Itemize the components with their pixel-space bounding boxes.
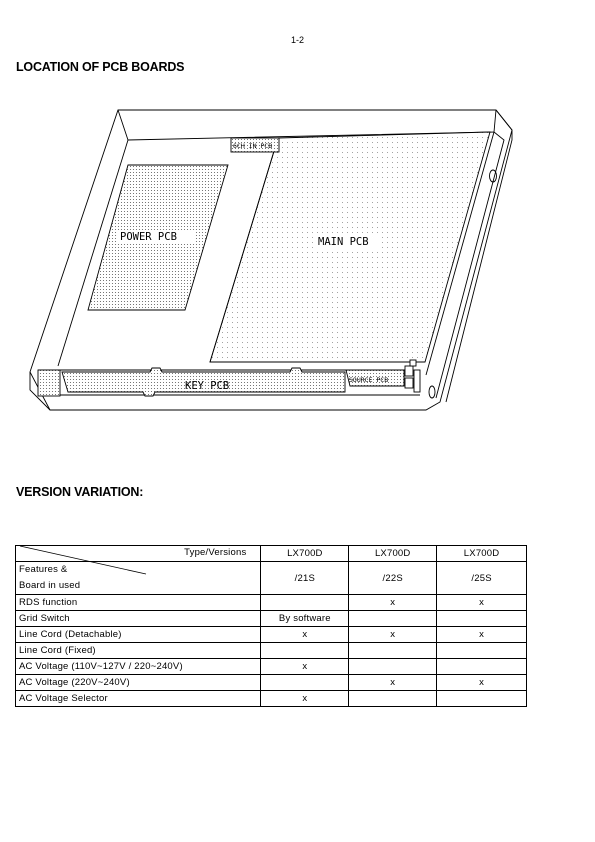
value-cell [261, 595, 349, 611]
model-cell: LX700D [437, 546, 527, 562]
key-pcb-label: KEY PCB [185, 380, 230, 392]
page-number: 1-2 [290, 35, 304, 45]
value-cell [437, 643, 527, 659]
value-cell: x [349, 595, 437, 611]
feature-cell: Grid Switch [16, 611, 261, 627]
table-row [16, 546, 527, 562]
source-pcb-label: SOURCE PCB [349, 376, 389, 384]
feature-cell: AC Voltage (220V~240V) [16, 675, 261, 691]
suffix-cell: /25S [437, 562, 527, 595]
value-cell: x [437, 627, 527, 643]
value-cell: x [261, 659, 349, 675]
value-cell: x [349, 627, 437, 643]
suffix-cell: /22S [349, 562, 437, 595]
feature-cell: Line Cord (Detachable) [16, 627, 261, 643]
value-cell [349, 659, 437, 675]
value-cell [437, 611, 527, 627]
table-row [16, 675, 527, 691]
value-cell: x [261, 691, 349, 707]
value-cell: x [437, 595, 527, 611]
value-cell: x [437, 675, 527, 691]
value-cell [349, 643, 437, 659]
table-row [16, 611, 527, 627]
value-cell [261, 675, 349, 691]
power-pcb-label: POWER PCB [120, 231, 177, 243]
feature-cell: AC Voltage Selector [16, 691, 261, 707]
value-cell [349, 691, 437, 707]
feature-cell: Line Cord (Fixed) [16, 643, 261, 659]
model-cell: LX700D [261, 546, 349, 562]
features-label: Features & [19, 564, 68, 575]
header-diagonal-cell [16, 546, 261, 562]
left-connector [38, 370, 60, 396]
section-title-pcb-location: LOCATION OF PCB BOARDS [16, 60, 185, 74]
value-cell [349, 611, 437, 627]
value-cell: By software [261, 611, 349, 627]
section-title-version-variation: VERSION VARIATION: [16, 485, 144, 499]
table-row [16, 595, 527, 611]
table-row [16, 659, 527, 675]
main-pcb-label: MAIN PCB [318, 236, 369, 248]
table-row [16, 691, 527, 707]
value-cell: x [261, 627, 349, 643]
feature-cell: RDS function [16, 595, 261, 611]
board-in-used-label: Board in used [19, 580, 81, 591]
feature-cell: AC Voltage (110V~127V / 220~240V) [16, 659, 261, 675]
value-cell [437, 691, 527, 707]
value-cell [437, 659, 527, 675]
table-row [16, 627, 527, 643]
model-cell: LX700D [349, 546, 437, 562]
value-cell: x [349, 675, 437, 691]
type-versions-label: Type/Versions [184, 547, 247, 558]
suffix-cell: /21S [261, 562, 349, 595]
table-row [16, 643, 527, 659]
version-variation-table [15, 545, 527, 707]
value-cell [261, 643, 349, 659]
ch-in-pcb-label: 6CH IN PCB [233, 142, 273, 150]
